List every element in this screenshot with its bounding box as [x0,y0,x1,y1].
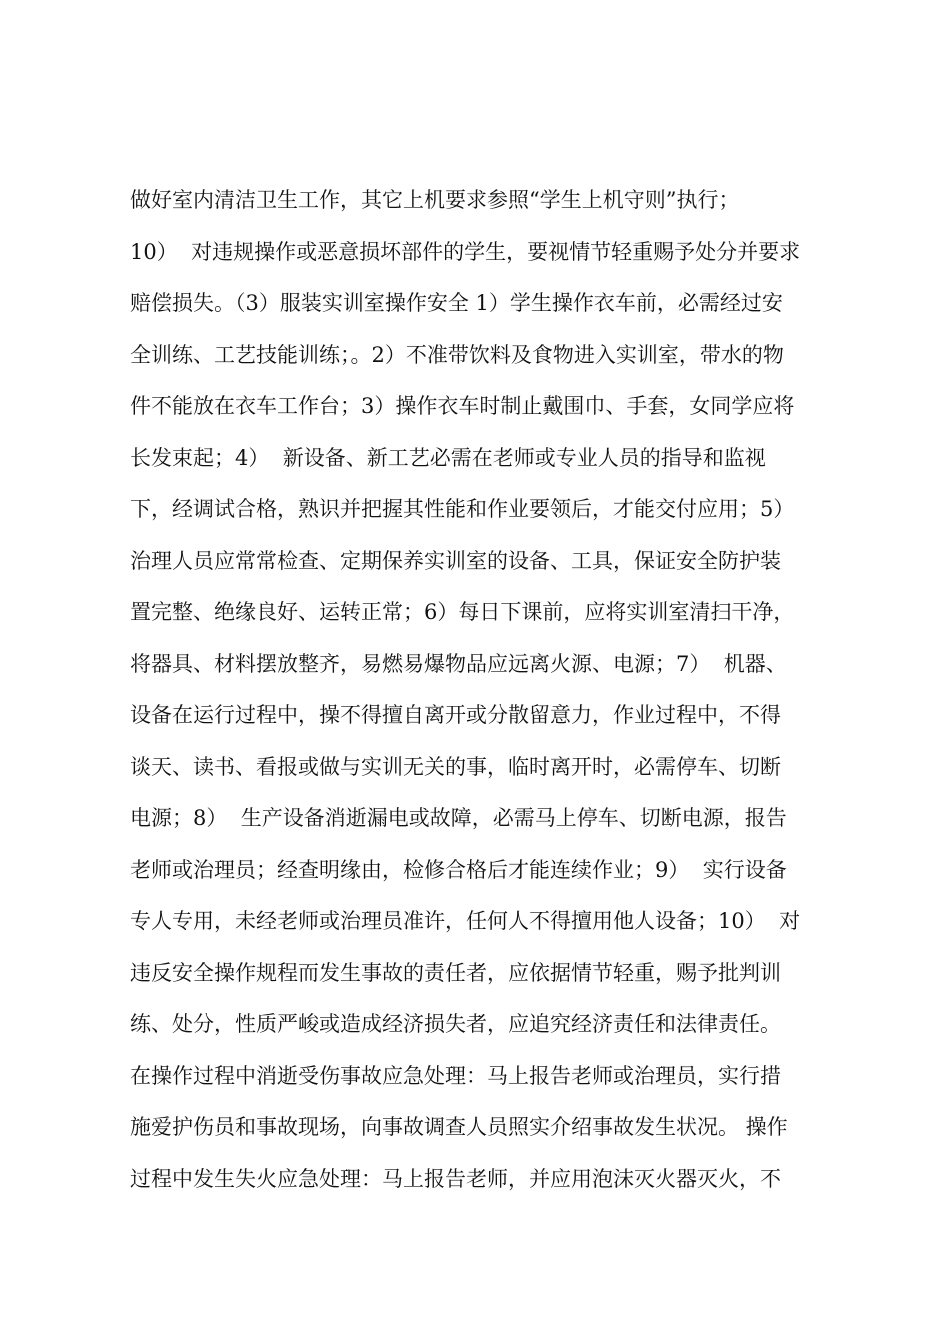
text-line: 治理人员应常常检查、定期保养实训室的设备、工具，保证安全防护装 [130,548,781,573]
text-line: 施爱护伤员和事故现场，向事故调查人员照实介绍事故发生状况。 操作 [130,1115,788,1139]
text-line: 设备在运行过程中，操不得擅自离开或分散留意力，作业过程中，不得 [130,703,781,727]
text-line: 10） 对违规操作或恶意损坏部件的学生，要视情节轻重赐予处分并要求 [130,239,801,264]
text-line: 长发束起；4） 新设备、新工艺必需在老师或专业人员的指导和监视 [130,445,766,470]
text-line: 违反安全操作规程而发生事故的责任者，应依据情节轻重，赐予批判训 [130,960,781,985]
text-line: 练、处分，性质严峻或造成经济损失者，应追究经济责任和法律责任。 [130,1012,781,1036]
text-line: 电源；8） 生产设备消逝漏电或故障，必需马上停车、切断电源，报告 [130,806,787,830]
body-text [130,186,830,1216]
text-line: 下，经调试合格，熟识并把握其性能和作业要领后，才能交付应用；5） [130,497,795,521]
text-line: 全训练、工艺技能训练；。2）不准带饮料及食物进入实训室，带水的物 [130,342,784,367]
text-line: 老师或治理员；经查明缘由，检修合格后才能连续作业；9） 实行设备 [130,857,787,882]
text-line: 在操作过程中消逝受伤事故应急处理：马上报告老师或治理员，实行措 [130,1063,781,1088]
text-line: 过程中发生失火应急处理：马上报告老师，并应用泡沫灭火器灭火，不 [130,1166,781,1191]
text-line: 专人专用，未经老师或治理员准许，任何人不得擅用他人设备；10） 对 [130,909,801,933]
text-line: 谈天、读书、看报或做与实训无关的事，临时离开时，必需停车、切断 [130,754,781,779]
text-line: 置完整、绝缘良好、运转正常；6）每日下课前，应将实训室清扫干净， [130,600,795,624]
text-line: 赔偿损失。（3）服装实训室操作安全 1）学生操作衣车前，必需经过安 [130,291,783,315]
text-line: 件不能放在衣车工作台；3）操作衣车时制止戴围巾、手套，女同学应将 [130,394,795,418]
text-line: 将器具、材料摆放整齐，易燃易爆物品应远离火源、电源；7） 机器、 [130,651,787,676]
text-line: 做好室内清洁卫生工作，其它上机要求参照“学生上机守则”执行； [130,188,740,212]
